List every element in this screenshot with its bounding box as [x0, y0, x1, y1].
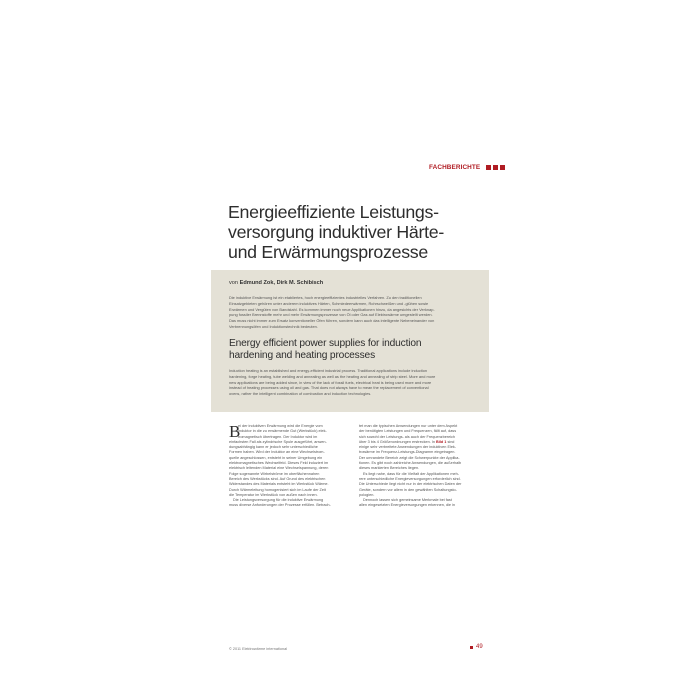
body-line: trowärme im Frequenz-Leistungs-Diagramm eingetragen. [359, 450, 456, 455]
abstract-line: pung fossiler Brennstoffe mehr und mehr Erwärmungsprozesse von Öl oder Gas auf Elektrowärme umgestellt werden. [229, 312, 433, 318]
authors-prefix: von [229, 280, 239, 286]
abstract-line: Die induktive Erwärmung ist ein etabliertes, hoch energieeffizientes industrielles Verfahren. Zu den traditionellen [229, 295, 422, 300]
body-line: Formen haben. Wird der Induktor an eine Wechselstrom- [229, 450, 325, 455]
body-column-left [229, 424, 349, 509]
body-line: sich sowohl der Leistungs- als auch der Frequenzbereich [359, 434, 456, 439]
drop-cap: B [229, 422, 241, 441]
body-line: einige sehr verbreitete Anwendungen der induktiven Elek- [359, 445, 457, 450]
body-line: Geräte, sondern vor allem in den gewählten Schaltungsto- [359, 487, 457, 492]
body-line: muss diverse Anforderungen der Prozesse erfüllen. Betrach- [229, 503, 331, 508]
footer-copyright: © 2011 Elektrowärme international [229, 647, 288, 651]
abstract-line: Verbrennungsöfen und Induktionstechnik bedeuten. [229, 323, 318, 329]
body-line: quelle angeschlossen, entsteht in seiner Umgebung ein [229, 455, 323, 460]
english-title-line: Energy efficient power supplies for induction [229, 338, 422, 349]
body-line: Durch Wärmeleitung homogenisiert sich im Laufe der Zeit [229, 487, 326, 492]
body-line: rere unterschiedliche Energieversorgungen erforderlich sind. [359, 476, 461, 481]
body-line-text: sind [446, 439, 455, 444]
abstract-line: Einsatzgebieten gehören unter anderem induktives Härten, Schmiedeerwärmen, Rohrschweißen und -glühen sowie [229, 300, 429, 306]
abstract-line: ovens, rather the intelligent combination of combustion and induction technologies. [229, 391, 372, 396]
body-line: Induktor in die zu erwärmende Gut (Werkstück) elek- [238, 429, 327, 434]
marker-block [500, 165, 505, 170]
body-line: Widerstandes des Materials entsteht im Werkstück Wärme. [229, 482, 329, 487]
abstract-line: new applications are being added since, in view of the lack of fossil fuels, electrical heat is being used more and more [229, 379, 432, 385]
page-number: 49 [476, 644, 483, 650]
abstract-line: instead of heating processes using oil and gas. That does not always have to mean the replacement of conventional [229, 385, 429, 391]
english-title [229, 338, 479, 363]
marker-block [493, 165, 498, 170]
body-line: die Temperatur im Werkstück von außen nach innen. [229, 492, 318, 497]
body-line: elektrisch leitenden Material eine Wechselspannung, deren [229, 466, 329, 471]
authors-names: Edmund Zok, Dirk M. Schibisch [239, 280, 324, 286]
body-line: dieses markierten Bereiches liegen. [359, 466, 420, 471]
body-line: allen eingesetzten Energieversorgungen erkennen, die in [359, 503, 456, 508]
section-marker-blocks [486, 165, 505, 170]
body-line: tionen. Es gibt noch zahlreiche Anwendungen, die außerhalb [359, 461, 462, 466]
body-column-right [359, 424, 479, 509]
body-line: Folge sogenannte Wirbelströme im oberflächennahen [229, 471, 320, 476]
footer-page [470, 644, 483, 650]
body-line: elektromagnetisches Wechselfeld. Dieses Feld induziert im [229, 461, 329, 466]
abstract-line: Das muss nicht immer zum Ersatz konventioneller Öfen führen, sondern kann auch das intelligente Nebeneinander von [229, 318, 435, 323]
marker-block [486, 165, 491, 170]
title-line: Energieeffiziente Leistungs- [228, 202, 439, 222]
body-line: pologien. [359, 492, 375, 497]
body-line-text: über 3 bis 4 Größenordnungen erstrecken. In [359, 439, 435, 444]
body-line: Die Leistungsversorgung für die induktive Erwärmung [233, 498, 324, 503]
body-line: Die Unterschiede liegt nicht nur in der elektrischen Daten der [359, 482, 462, 487]
abstract-line: Erwärmen und Vergüten von Bandstahl. Es kommen immer noch neue Applikationen hinzu, da angesichts der Verknap- [229, 306, 435, 312]
figure-reference: Bild 1 [436, 439, 447, 444]
body-line: einfachsten Fall als zylindrische Spule ausgeführt, anwen- [229, 439, 327, 444]
section-label: FACHBERICHTE [429, 164, 481, 171]
body-line: Der umrandete Bereich zeigt die Schwerpunkte der Applika- [359, 455, 460, 460]
article-title [228, 202, 488, 263]
body-line: der benötigten Leistungen und Frequenzen, fällt auf, dass [359, 429, 457, 434]
page-marker-square [470, 646, 473, 649]
body-line: Es liegt nahe, dass für die Vielfalt der Applikationen meh- [363, 471, 459, 476]
abstract-line: hardening, forge heating, tube welding and annealing as well as the heating and annealing of strip steel. More and more [229, 373, 436, 379]
body-line: Bereich des Werkstücks sind. Auf Grund des elektrischen [229, 476, 326, 481]
abstract-german [229, 295, 481, 330]
authors-line [229, 280, 323, 286]
title-line: versorgung induktiver Härte- [228, 222, 444, 243]
body-line: Dennoch lassen sich gemeinsame Merkmale bei fast [363, 498, 452, 503]
abstract-english [229, 368, 481, 397]
body-line: tet man die typischen Anwendungen nur unter dem Aspekt [359, 424, 458, 428]
body-line: ei der induktiven Erwärmung wird die Energie vom [238, 424, 323, 428]
english-title-line: hardening and heating processes [229, 350, 376, 362]
title-line: und Erwärmungsprozesse [228, 242, 428, 263]
abstract-line: Induction heating is an established and energy-efficient industrial process. Traditional applications include induction [229, 368, 428, 373]
body-line: tromagnetisch übertragen. Der Induktor wird im [238, 434, 318, 439]
body-line: dungsabhängig kann er jedoch sehr unterschiedliche [229, 445, 318, 450]
section-tag [429, 164, 505, 171]
